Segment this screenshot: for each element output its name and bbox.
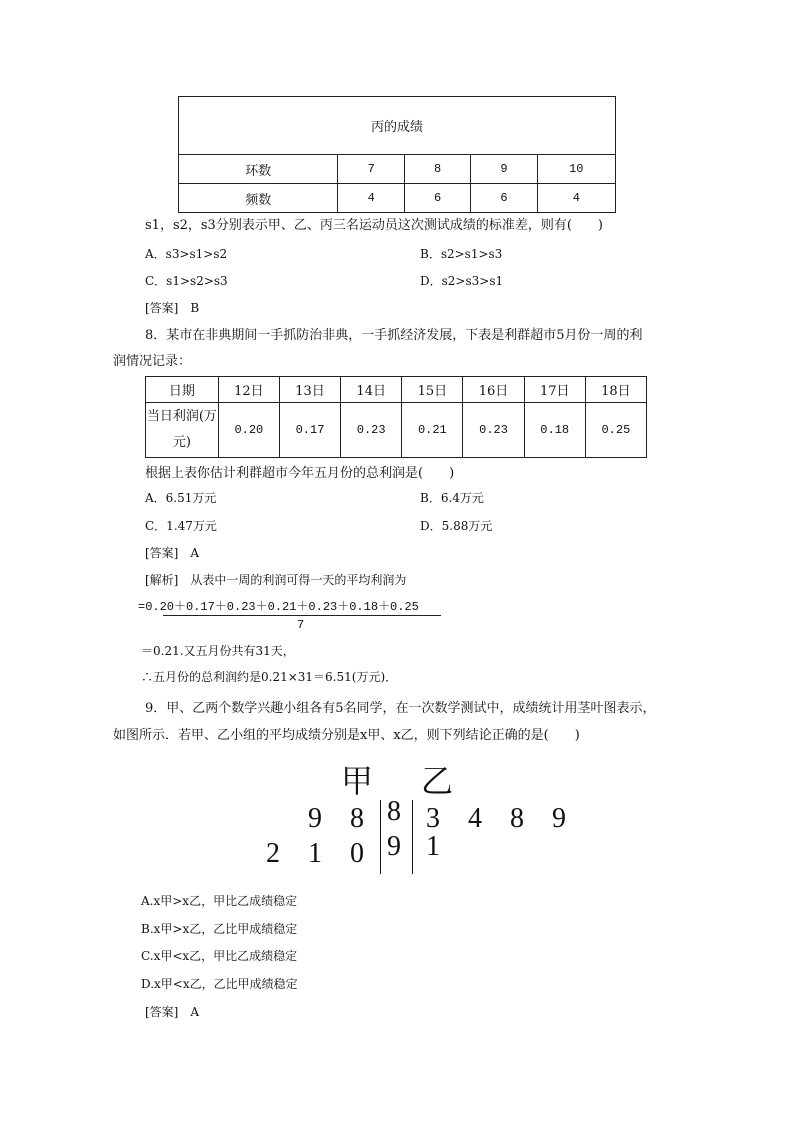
analysis-label: [解析] — [145, 573, 179, 587]
fraction-numerator: =0.20＋0.17＋0.23＋0.21＋0.23＋0.18＋0.25 — [138, 600, 419, 614]
q8-option-a: A．6.51万元 — [145, 491, 217, 505]
table-row-label — [146, 403, 219, 458]
table-cell: 8 — [404, 155, 470, 184]
table-cell: 0.18 — [524, 403, 585, 458]
header-yi: 乙 — [421, 763, 454, 799]
table-cell: 10 — [537, 155, 615, 184]
table-header-cell: 15日 — [402, 377, 463, 403]
answer-label: [答案] — [145, 546, 179, 560]
table-cell: 6 — [471, 184, 537, 213]
table-title: 丙的成绩 — [179, 97, 616, 155]
table-cell: 频数 — [179, 184, 338, 213]
q8-option-c: C．1.47万元 — [145, 519, 217, 533]
stem-row1: 8 — [387, 796, 401, 827]
table-header-cell: 16日 — [463, 377, 524, 403]
q7-option-a: A．s3>s1>s2 — [145, 247, 228, 261]
answer-value: A — [190, 546, 200, 560]
table-cell: 0.23 — [463, 403, 524, 458]
table-cell: 4 — [537, 184, 615, 213]
q8-option-b: B．6.4万元 — [420, 491, 484, 505]
q9-option-c: C.x甲<x乙，甲比乙成绩稳定 — [141, 949, 298, 963]
table-header-cell: 18日 — [585, 377, 646, 403]
q7-stem: s1，s2，s3分别表示甲、乙、丙三名运动员这次测试成绩的标准差，则有( ) — [145, 218, 603, 233]
answer-label: [答案] — [145, 301, 179, 315]
leaves-jia-row1: 9 8 — [308, 803, 365, 834]
q9-stem-line1: 9．甲、乙两个数学兴趣小组各有5名同学，在一次数学测试中，成绩统计用茎叶图表示， — [145, 701, 656, 716]
q8-analysis — [145, 571, 406, 588]
analysis-line4: ∴五月份的总利润约是0.21×31＝6.51(万元)． — [141, 670, 398, 684]
row-label-line2: 元) — [172, 435, 191, 450]
answer-value: B — [190, 301, 200, 315]
table-header-cell: 12日 — [218, 377, 279, 403]
q8-stem-line1: 8．某市在非典期间一手抓防治非典，一手抓经济发展，下表是利群超市5月份一周的利 — [145, 328, 643, 343]
table-cell: 0.23 — [341, 403, 402, 458]
table-cell: 7 — [338, 155, 404, 184]
table-cell: 6 — [404, 184, 470, 213]
analysis-text: 从表中一周的利润可得一天的平均利润为 — [190, 573, 407, 587]
q7-option-b: B．s2>s1>s3 — [420, 247, 503, 261]
profit-table — [145, 376, 647, 458]
table-cell: 0.25 — [585, 403, 646, 458]
analysis-line3: ＝0.21.又五月份共有31天， — [141, 644, 295, 658]
stem-row2: 9 — [387, 831, 401, 862]
q8-option-d: D．5.88万元 — [420, 519, 493, 533]
q7-answer — [145, 299, 199, 316]
q9-option-d: D.x甲<x乙，乙比甲成绩稳定 — [141, 977, 298, 991]
table-cell: 0.21 — [402, 403, 463, 458]
plot-divider-right — [412, 800, 413, 874]
q8-answer — [145, 544, 199, 561]
table-header-cell: 13日 — [279, 377, 340, 403]
answer-label: [答案] — [145, 1005, 179, 1019]
score-table-bing — [178, 96, 616, 213]
table-cell: 4 — [338, 184, 404, 213]
row-label-line1: 当日利润(万 — [146, 409, 217, 424]
header-jia: 甲 — [341, 763, 374, 799]
leaves-yi-row1: 3 4 8 9 — [426, 803, 567, 834]
table-cell: 环数 — [179, 155, 338, 184]
table-header-cell: 17日 — [524, 377, 585, 403]
q9-stem-line2: 如图所示．若甲、乙小组的平均成绩分别是x甲、x乙，则下列结论正确的是( ) — [113, 728, 580, 743]
plot-divider-left — [380, 800, 381, 874]
table-header-cell: 14日 — [341, 377, 402, 403]
q9-answer — [145, 1003, 199, 1020]
q7-option-d: D．s2>s3>s1 — [420, 274, 504, 288]
fraction-denominator: 7 — [297, 618, 305, 632]
q8-stem-line2: 润情况记录： — [113, 354, 192, 369]
table-header-cell: 日期 — [146, 377, 219, 403]
leaves-yi-row2: 1 — [426, 831, 440, 862]
q9-option-b: B.x甲>x乙，乙比甲成绩稳定 — [141, 922, 298, 936]
table-cell: 0.20 — [218, 403, 279, 458]
leaves-jia-row2: 2 1 0 — [266, 838, 365, 869]
fraction-bar — [163, 615, 441, 616]
q7-option-c: C．s1>s2>s3 — [145, 274, 228, 288]
q8-question: 根据上表你估计利群超市今年五月份的总利润是( ) — [145, 466, 455, 481]
table-cell: 0.17 — [279, 403, 340, 458]
table-cell: 9 — [471, 155, 537, 184]
answer-value: A — [190, 1005, 200, 1019]
q9-option-a: A.x甲>x乙，甲比乙成绩稳定 — [141, 894, 298, 908]
